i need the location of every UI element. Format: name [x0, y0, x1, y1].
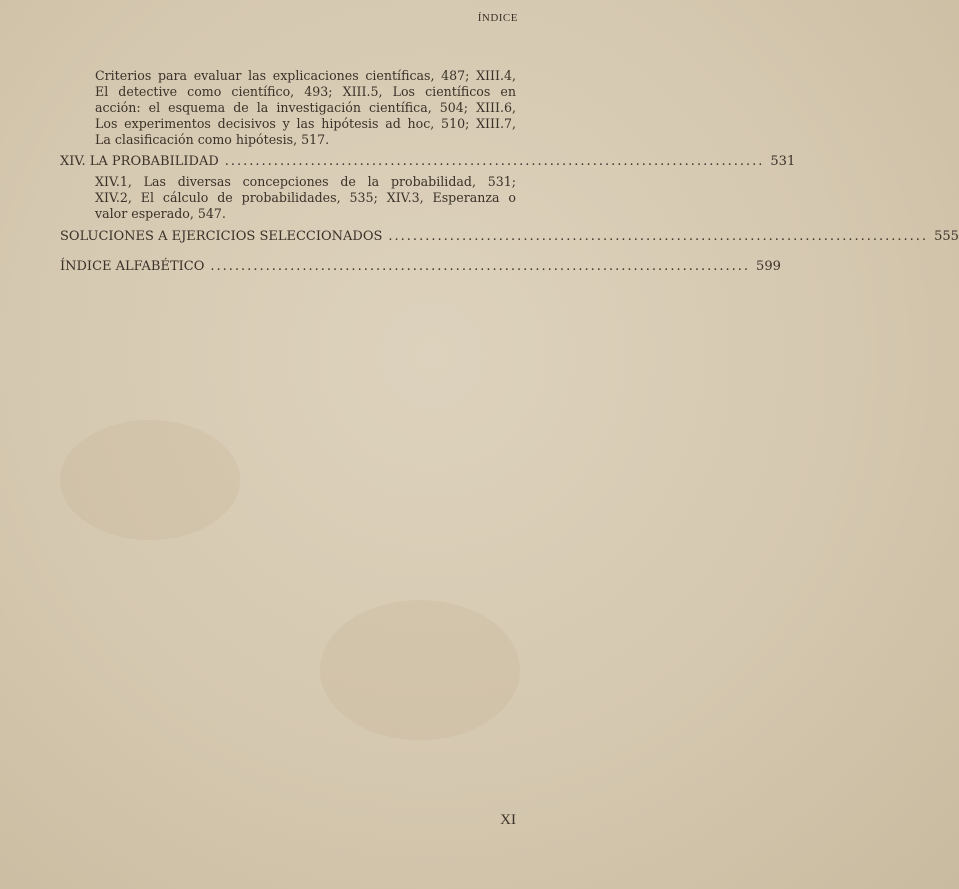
chapter-xiii-continuation — [95, 68, 516, 148]
toc-entry-indice-alfabetico[interactable] — [60, 259, 781, 274]
toc-entry-page: 555 — [934, 229, 959, 244]
toc-text-line: XIV.2, El cálculo de probabilidades, 535; XIV.3, Esperanza o — [95, 190, 516, 205]
toc-entry-title: XIV. LA PROBABILIDAD — [60, 154, 219, 169]
toc-entry-title: ÍNDICE ALFABÉTICO — [60, 259, 205, 274]
toc-text-line: La clasificación como hipótesis, 517. — [95, 132, 330, 147]
leader-dots: ........................................................................................ — [224, 154, 765, 169]
toc-text-line: XIV.1, Las diversas concepciones de la probabilidad, 531; — [95, 174, 516, 189]
toc-text-line: Criterios para evaluar las explicaciones científicas, 487; XIII.4, — [95, 68, 516, 83]
toc-text-line: Los experimentos decisivos y las hipótesis ad hoc, 510; XIII.7, — [95, 116, 516, 131]
toc-entry-page: 531 — [770, 154, 796, 169]
leader-dots: ........................................................................................ — [388, 229, 929, 244]
toc-entry-page: 599 — [756, 259, 781, 274]
chapter-xiv-sections — [95, 174, 516, 222]
page-number: XI — [500, 812, 516, 828]
paper-stain — [320, 600, 520, 740]
toc-text-line: El detective como científico, 493; XIII.5, Los científicos en — [95, 84, 516, 99]
toc-text-line: valor esperado, 547. — [95, 206, 226, 221]
running-header: ÍNDICE — [477, 12, 518, 24]
leader-dots: ........................................................................................ — [210, 259, 751, 274]
toc-entry-soluciones[interactable] — [60, 229, 959, 244]
toc-text-line: acción: el esquema de la investigación científica, 504; XIII.6, — [95, 100, 516, 115]
toc-entry-chapter-xiv[interactable] — [60, 154, 796, 169]
paper-stain — [60, 420, 240, 540]
toc-entry-title: SOLUCIONES A EJERCICIOS SELECCIONADOS — [60, 229, 383, 244]
